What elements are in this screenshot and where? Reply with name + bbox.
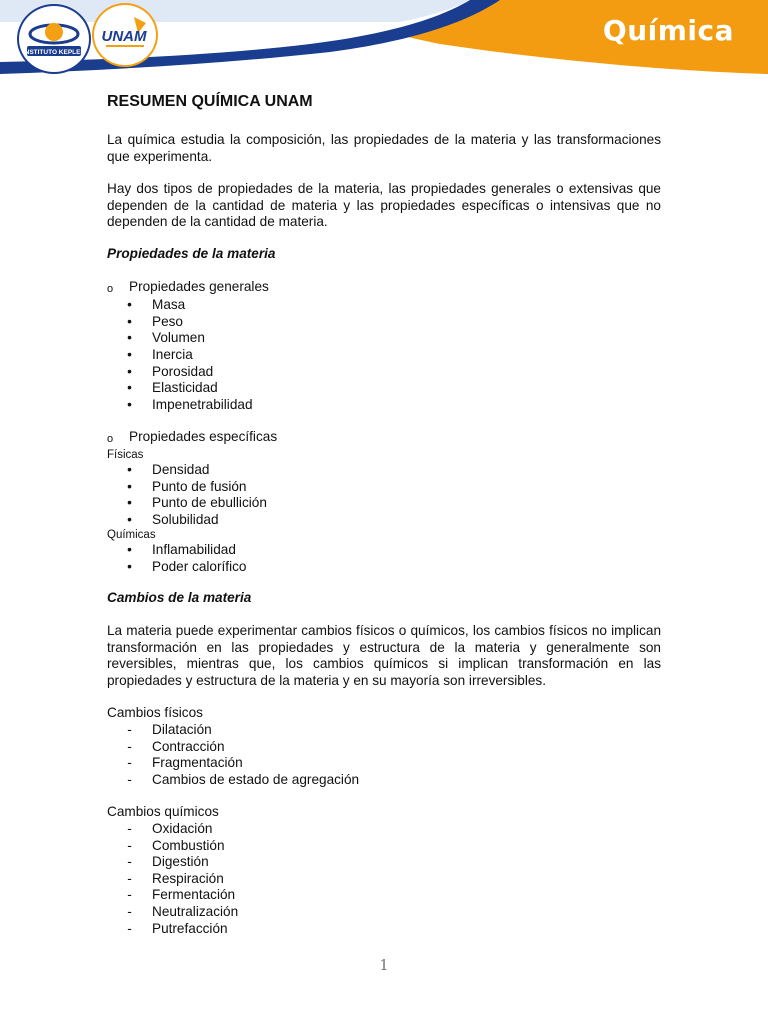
intro-paragraph: La química estudia la composición, las propiedades de la materia y las transformaciones que experimenta. [107, 132, 661, 164]
list-bullet: - [127, 870, 132, 886]
kepler-emblem-icon [19, 6, 89, 72]
unam-emblem-icon [94, 5, 156, 65]
general-properties-label: Propiedades generales [129, 278, 269, 294]
properties-heading: Propiedades de la materia [107, 245, 276, 261]
list-bullet: - [127, 920, 132, 936]
unam-logo-text: UNAM [101, 28, 147, 45]
list-item-text: Inercia [152, 346, 193, 362]
list-item-text: Impenetrabilidad [152, 396, 253, 412]
list-item-text: Elasticidad [152, 380, 218, 396]
list-item-text: Densidad [152, 461, 210, 477]
list-item-text: Volumen [152, 330, 205, 346]
list-item-text: Contracción [152, 738, 225, 754]
list-item [107, 462, 661, 479]
changes-paragraph: La materia puede experimentar cambios físicos o químicos, los cambios físicos no implican transformación en las propiedades y estructura de la materia y generalmente son reversibles, mientras que, los cambios químicos si implican transformación en las propiedades y estructura de la materia y en su mayoría son irreversibles. [107, 623, 661, 688]
list-bullet: • [127, 495, 132, 511]
list-item [107, 347, 661, 364]
list-bullet: • [127, 396, 132, 412]
list-bullet: • [127, 542, 132, 558]
circle-bullet: o [107, 433, 114, 446]
chemical-properties-list [107, 542, 661, 575]
list-bullet: • [127, 478, 132, 494]
list-bullet: • [127, 297, 132, 313]
list-item [107, 314, 661, 331]
list-item [107, 559, 661, 576]
list-item [107, 921, 661, 938]
list-bullet: • [127, 511, 132, 527]
list-item [107, 904, 661, 921]
list-item [107, 821, 661, 838]
list-item-text: Punto de ebullición [152, 495, 267, 511]
list-item [107, 772, 661, 789]
list-bullet: - [127, 854, 132, 870]
kepler-logo-text: INSTITUTO KEPLER [22, 49, 86, 56]
list-item [107, 755, 661, 772]
unam-logo [92, 3, 158, 67]
physical-changes-list [107, 722, 661, 788]
list-item [107, 330, 661, 347]
list-item-text: Fermentación [152, 887, 236, 903]
general-properties-list [107, 297, 661, 413]
list-item [107, 380, 661, 397]
list-item-text: Masa [152, 297, 186, 313]
list-item-text: Putrefacción [152, 920, 228, 936]
list-item-text: Peso [152, 313, 183, 329]
list-bullet: • [127, 461, 132, 477]
list-item-text: Oxidación [152, 821, 213, 836]
document-body [107, 92, 661, 937]
list-bullet: • [127, 380, 132, 396]
circle-bullet: o [107, 282, 114, 295]
list-item-text: Respiración [152, 870, 224, 886]
brand-title: Química [602, 14, 734, 47]
list-item [107, 739, 661, 756]
list-item [107, 397, 661, 414]
list-item [107, 479, 661, 496]
list-bullet: - [127, 903, 132, 919]
list-item [107, 854, 661, 871]
list-bullet: • [127, 330, 132, 346]
physical-properties-list [107, 462, 661, 528]
list-item [107, 364, 661, 381]
list-item-text: Cambios de estado de agregación [152, 771, 360, 787]
list-item-text: Dilatación [152, 722, 212, 738]
list-item [107, 297, 661, 314]
chemical-changes-list [107, 821, 661, 937]
general-properties-group [107, 279, 661, 414]
list-item [107, 722, 661, 739]
list-bullet: - [127, 837, 132, 853]
list-item-text: Neutralización [152, 903, 239, 919]
instituto-kepler-logo [17, 4, 91, 74]
list-item [107, 512, 661, 529]
list-item [107, 887, 661, 904]
physical-sublabel: Físicas [107, 448, 144, 461]
list-bullet: - [127, 755, 132, 771]
list-item [107, 495, 661, 512]
property-types-paragraph: Hay dos tipos de propiedades de la materia, las propiedades generales o extensivas que dependen de la cantidad de materia y las propiedades específicas o intensivas que no dependen de la cantidad de materia. [107, 181, 661, 230]
list-bullet: - [127, 771, 132, 787]
list-bullet: • [127, 313, 132, 329]
list-item [107, 871, 661, 888]
list-bullet: • [127, 363, 132, 379]
list-item-text: Inflamabilidad [152, 542, 236, 558]
list-item-text: Fragmentación [152, 755, 243, 771]
list-bullet: - [127, 887, 132, 903]
specific-properties-label: Propiedades específicas [129, 429, 278, 445]
document-title: RESUMEN QUÍMICA UNAM [107, 93, 313, 110]
chemical-changes-label: Cambios químicos [107, 804, 219, 820]
changes-heading: Cambios de la materia [107, 590, 252, 606]
list-bullet: - [127, 738, 132, 754]
list-item [107, 838, 661, 855]
list-bullet: • [127, 558, 132, 574]
list-bullet: - [127, 821, 132, 836]
list-item [107, 542, 661, 559]
specific-properties-group [107, 429, 661, 575]
list-item-text: Solubilidad [152, 511, 219, 527]
physical-changes-label: Cambios físicos [107, 705, 203, 721]
list-item-text: Poder calorífico [152, 558, 247, 574]
page-header [0, 0, 768, 80]
list-bullet: • [127, 346, 132, 362]
list-bullet: - [127, 722, 132, 738]
list-item-text: Digestión [152, 854, 209, 870]
chemical-sublabel: Químicas [107, 529, 156, 542]
list-item-text: Porosidad [152, 363, 214, 379]
list-item-text: Punto de fusión [152, 478, 247, 494]
list-item-text: Combustión [152, 837, 225, 853]
page-number: 1 [379, 956, 389, 974]
